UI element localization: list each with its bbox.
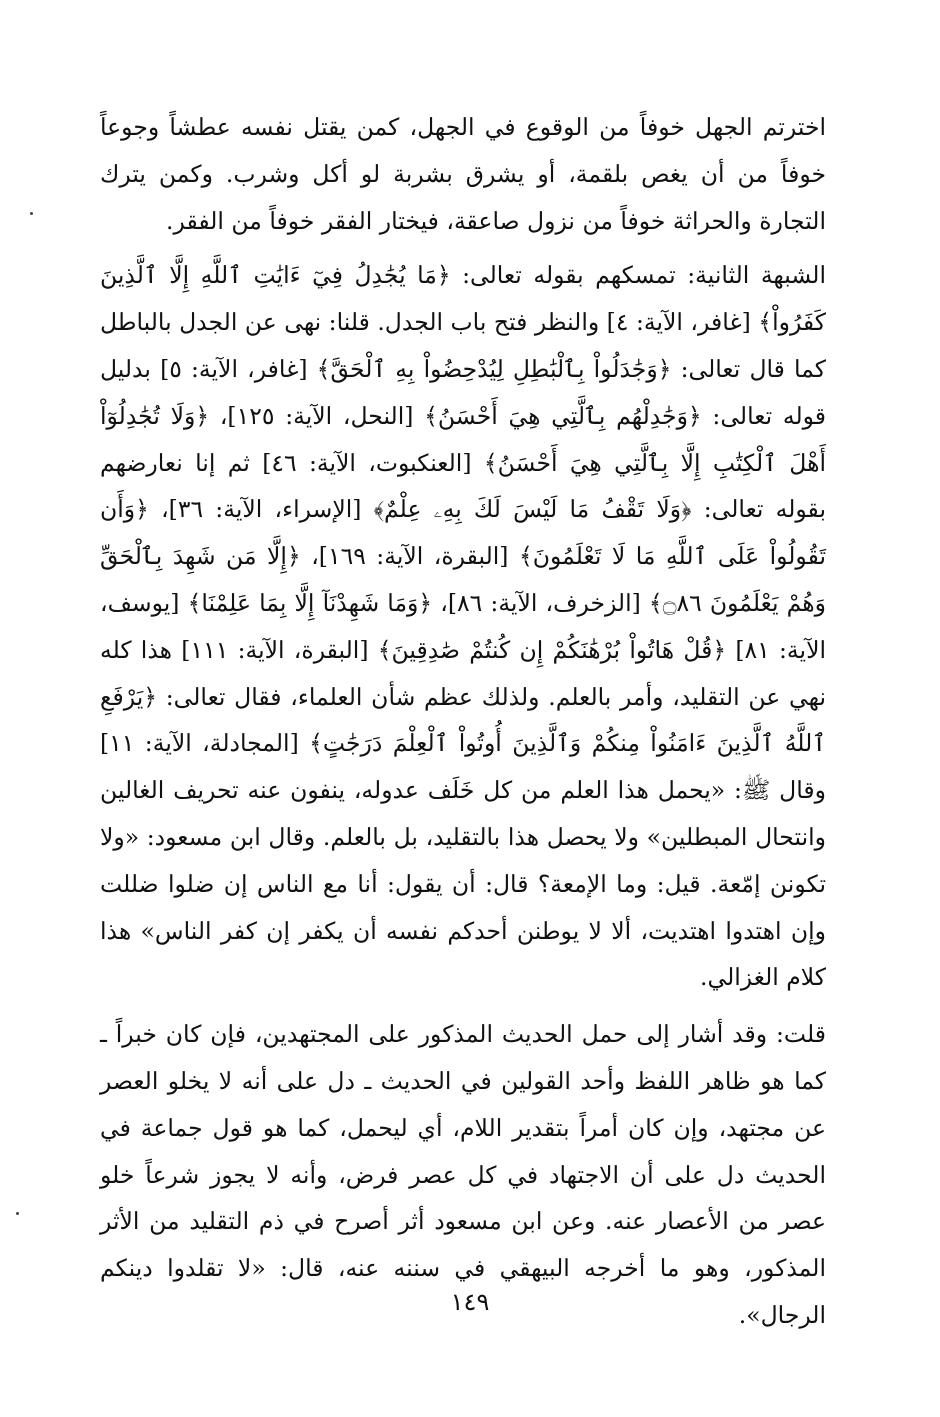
body-text <box>100 104 826 1339</box>
scan-speck <box>30 212 33 215</box>
page-number: ١٤٩ <box>450 1288 490 1316</box>
scan-speck <box>16 1212 19 1215</box>
paragraph-3: قلت: وقد أشار إلى حمل الحديث المذكور على المجتهدين، فإن كان خبراً ـ كما هو ظاهر اللفظ وأحد القولين في الحديث ـ دل على أنه لا يخلو العصر عن مجتهد، وإن كان أمراً بتقدير اللام، أي ليحمل، كما هو قول جماعة في الحديث دل على أن الاجتهاد في كل عصر فرض، وأنه لا يجوز شرعاً خلو عصر من الأعصار عنه. وعن ابن مسعود أثر أصرح في ذم التقليد من الأثر المذكور، وهو ما أخرجه البيهقي في سننه عنه، قال: «لا تقلدوا دينكم الرجال». <box>100 1020 826 1329</box>
paragraph-1: اخترتم الجهل خوفاً من الوقوع في الجهل، كمن يقتل نفسه عطشاً وجوعاً خوفاً من أن يغص بلقمة، أو يشرق بشربة لو أكل وشرب. وكمن يترك التجارة والحراثة خوفاً من نزول صاعقة، فيختار الفقر خوفاً من الفقر. <box>100 113 826 235</box>
paragraph-2: الشبهة الثانية: تمسكهم بقوله تعالى: ﴿مَا يُجَٰدِلُ فِيٓ ءَايَٰتِ ٱللَّهِ إِلَّا ٱلَّذِينَ كَفَرُواْ﴾ [غافر، الآية: ٤] والنظر فتح باب الجدل. قلنا: نهى عن الجدل بالباطل كما قال تعالى: ﴿وَجَٰدَلُواْ بِٱلْبَٰطِلِ لِيُدْحِضُواْ بِهِ ٱلْحَقَّ﴾ [غافر، الآية: ٥] بدليل قوله تعالى: ﴿وَجَٰدِلْهُم بِٱلَّتِي هِيَ أَحْسَنُ﴾ [النحل، الآية: ١٢٥]، ﴿وَلَا تُجَٰدِلُوٓاْ أَهْلَ ٱلْكِتَٰبِ إِلَّا بِٱلَّتِي هِيَ أَحْسَنُ﴾ [العنكبوت، الآية: ٤٦] ثم إنا نعارضهم بقوله تعالى: ﴿وَلَا تَقْفُ مَا لَيْسَ لَكَ بِهِۦ عِلْمٌ﴾ [الإسراء، الآية: ٣٦]، ﴿وَأَن تَقُولُواْ عَلَى ٱللَّهِ مَا لَا تَعْلَمُونَ﴾ [البقرة، الآية: ١٦٩]، ﴿إِلَّا مَن شَهِدَ بِٱلْحَقِّ وَهُمْ يَعْلَمُونَ ۝٨٦﴾ [الزخرف، الآية: ٨٦]، ﴿وَمَا شَهِدْنَآ إِلَّا بِمَا عَلِمْنَا﴾ [يوسف، الآية: ٨١] ﴿قُلْ هَاتُواْ بُرْهَٰنَكُمْ إِن كُنتُمْ صَٰدِقِينَ﴾ [البقرة، الآية: ١١١] هذا كله نهي عن التقليد، وأمر بالعلم. ولذلك عظم شأن العلماء، فقال تعالى: ﴿يَرْفَعِ ٱللَّهُ ٱلَّذِينَ ءَامَنُواْ مِنكُمْ وَٱلَّذِينَ أُوتُواْ ٱلْعِلْمَ دَرَجَٰتٍ﴾ [المجادلة، الآية: ١١] وقال ﷺ: «يحمل هذا العلم من كل خَلَف عدوله، ينفون عنه تحريف الغالين وانتحال المبطلين» ولا يحصل هذا بالتقليد، بل بالعلم. وقال ابن مسعود: «ولا تكونن إمّعة. قيل: وما الإمعة؟ قال: أن يقول: أنا مع الناس إن ضلوا ضللت وإن اهتدوا اهتديت، ألا لا يوطنن أحدكم نفسه أن يكفر إن كفر الناس» هذا كلام الغزالي. <box>100 261 827 992</box>
